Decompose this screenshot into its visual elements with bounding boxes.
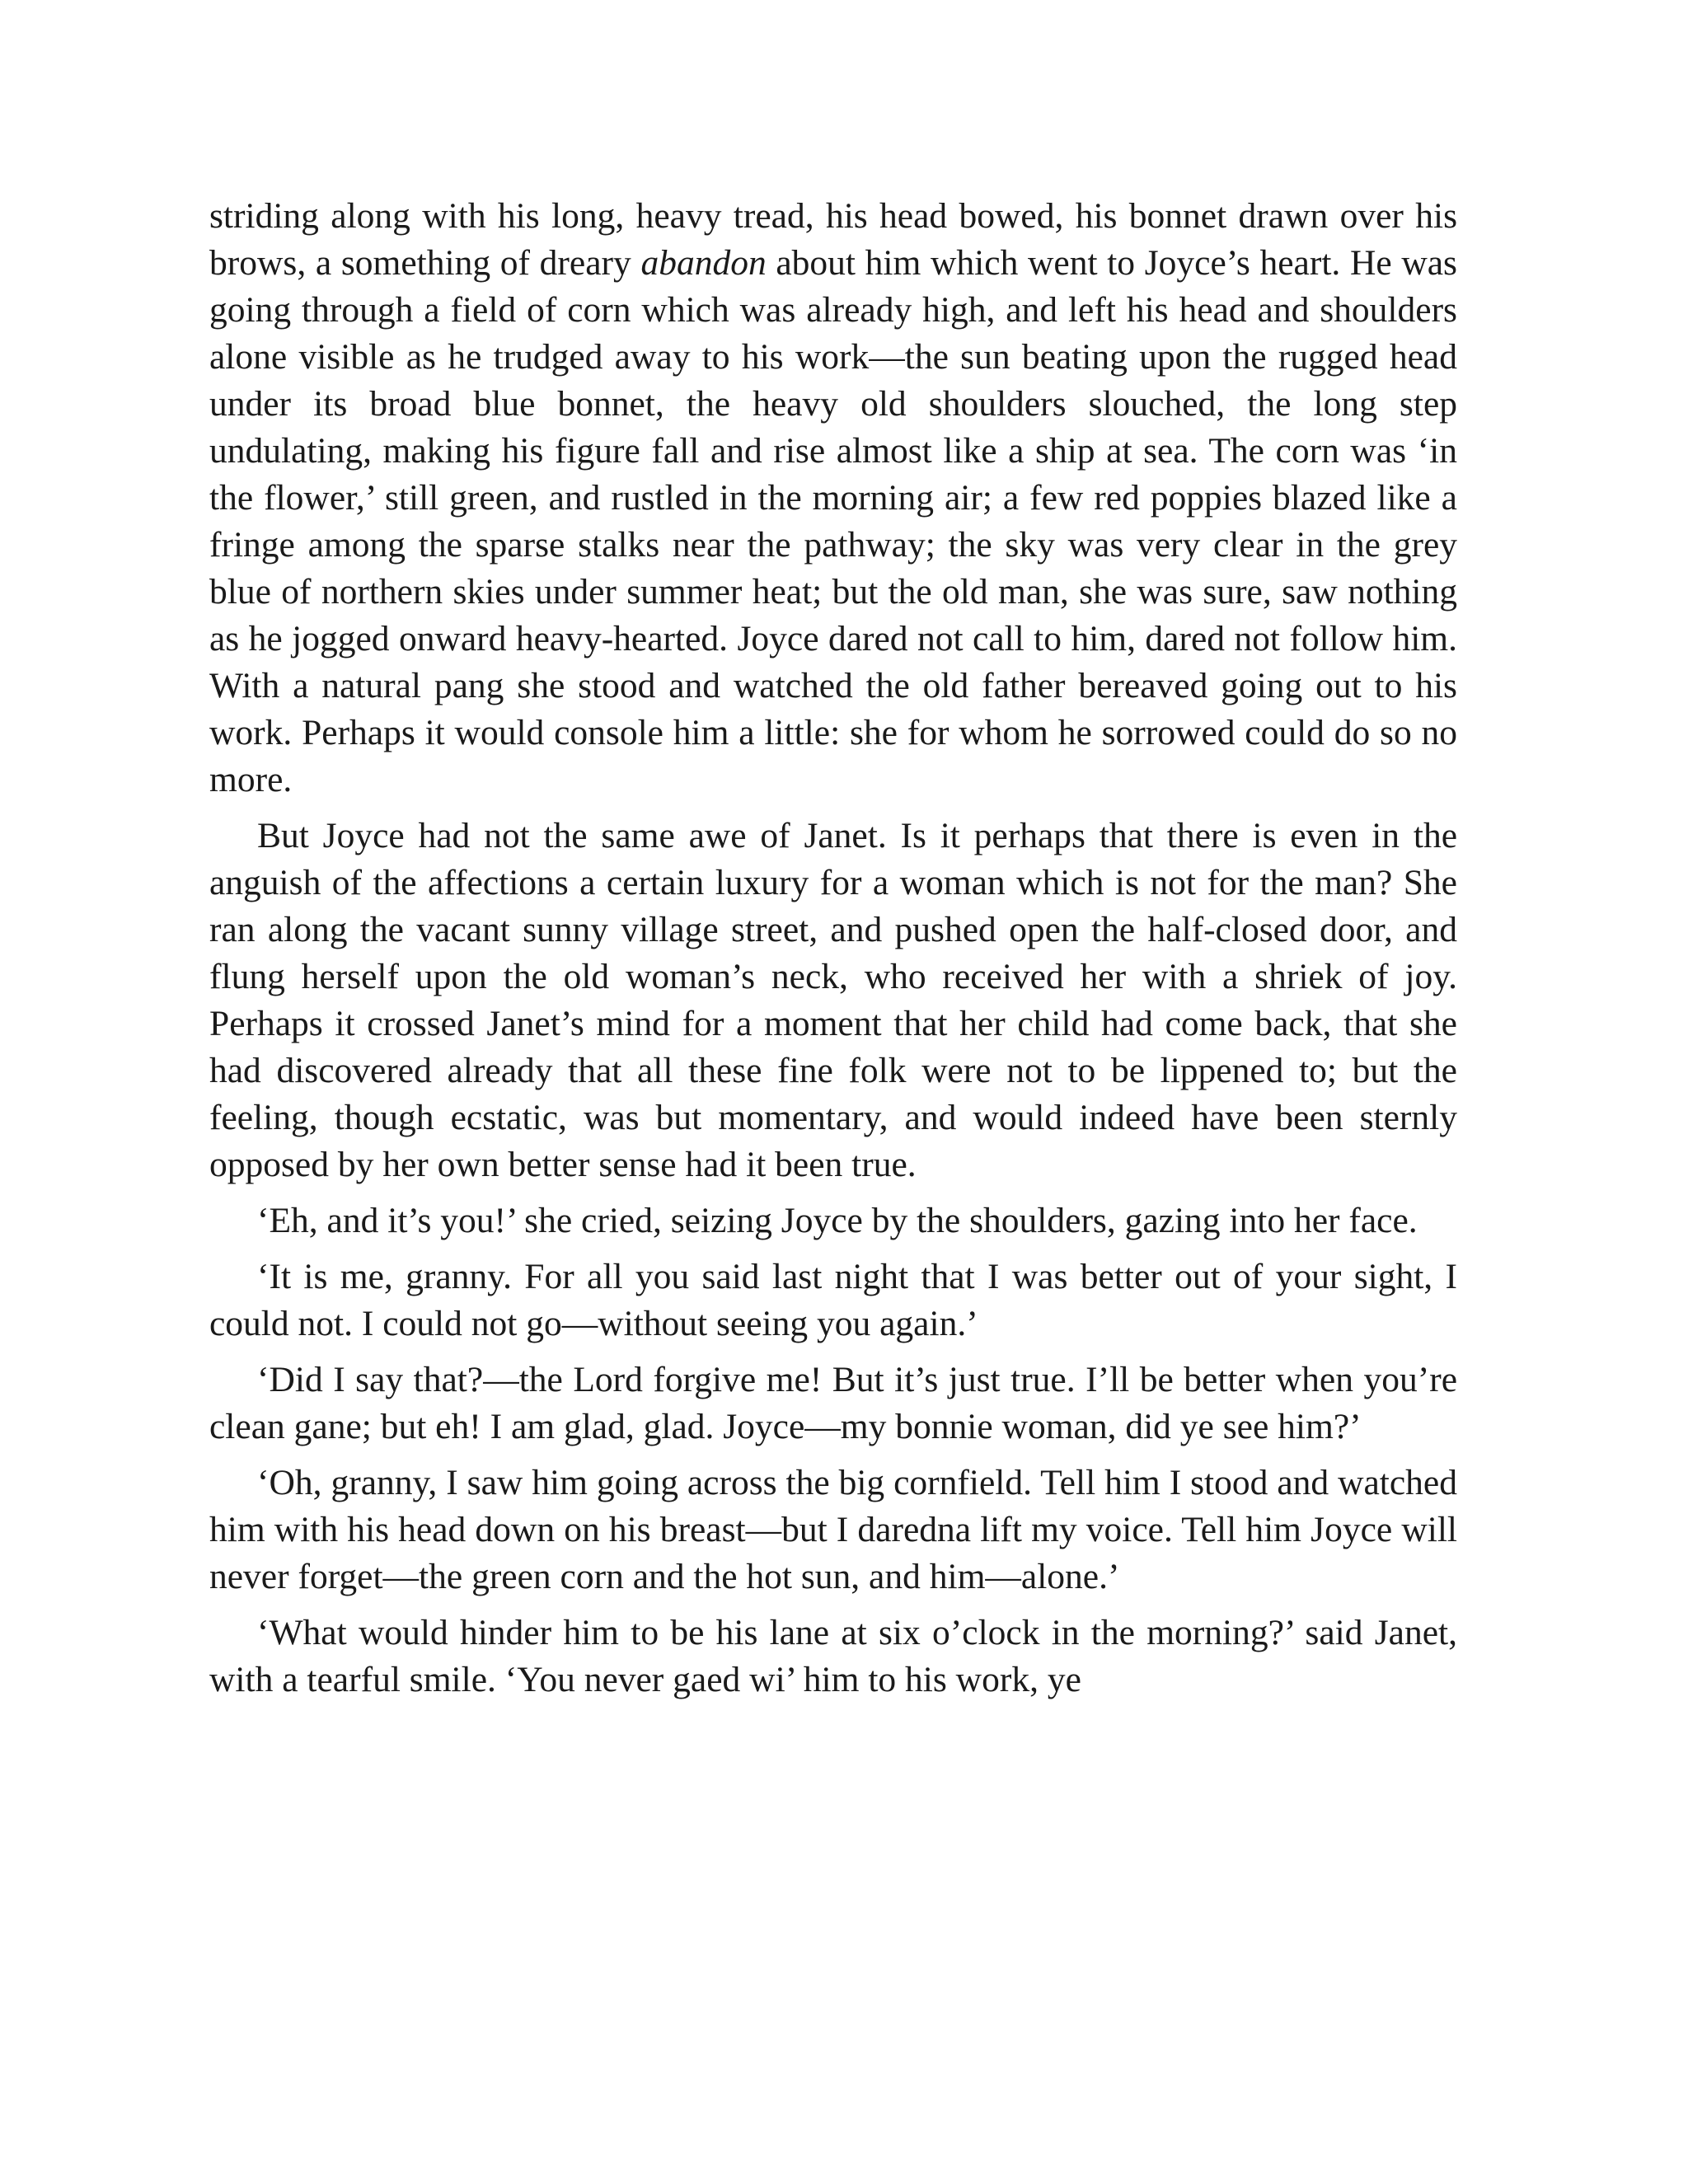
paragraph-2: But Joyce had not the same awe of Janet. Is it perhaps that there is even in the anguish of the affections a certain luxury for a woman which is not for the man? She ran along the vacant sunny village street, and pushed open the half-closed door, and flung herself upon the old woman’s neck, who received her with a shriek of joy. Perhaps it crossed Janet’s mind for a moment that her child had come back, that she had discovered already that all these fine folk were not to be lippened to; but the feeling, though ecstatic, was but momentary, and would indeed have been sternly opposed by her own better sense had it been true. xyxy=(209,816,1457,1184)
paragraph-6: ‘Oh, granny, I saw him going across the big cornfield. Tell him I stood and watched him with his head down on his breast—but I daredna lift my voice. Tell him Joyce will never forget—the green corn and the hot sun, and him—alone.’ xyxy=(209,1463,1457,1596)
paragraph-4: ‘It is me, granny. For all you said last night that I was better out of your sight, I could not. I could not go—without seeing you again.’ xyxy=(209,1257,1457,1343)
body-text xyxy=(209,193,1457,1704)
paragraph-1 xyxy=(209,193,1457,804)
italic-word: abandon xyxy=(640,243,767,283)
paragraph-7: ‘What would hinder him to be his lane at six o’clock in the morning?’ said Janet, with a tearful smile. ‘You never gaed wi’ him to his work, ye xyxy=(209,1613,1457,1699)
paragraph-5: ‘Did I say that?—the Lord forgive me! But it’s just true. I’ll be better when you’re clean gane; but eh! I am glad, glad. Joyce—my bonnie woman, did ye see him?’ xyxy=(209,1360,1457,1446)
paragraph-3: ‘Eh, and it’s you!’ she cried, seizing Joyce by the shoulders, gazing into her face. xyxy=(257,1201,1418,1240)
paragraph-1-text-start: striding along with his long, heavy tread, his head bowed, his bonnet drawn over his brows, a something of dreary xyxy=(209,196,1457,283)
paragraph-1-text-end: about him which went to Joyce’s heart. He was going through a field of corn which was already high, and left his head and shoulders alone visible as he trudged away to his work—the sun beating upon the rugged head under its broad blue bonnet, the heavy old shoulders slouched, the long step undulating, making his figure fall and rise almost like a ship at sea. The corn was ‘in the flower,’ still green, and rustled in the morning air; a few red poppies blazed like a fringe among the sparse stalks near the pathway; the sky was very clear in the grey blue of northern skies under summer heat; but the old man, she was sure, saw nothing as he jogged onward heavy-hearted. Joyce dared not call to him, dared not follow him. With a natural pang she stood and watched the old father bereaved going out to his work. Perhaps it would console him a little: she for whom he sorrowed could do so no more. xyxy=(209,243,1457,799)
